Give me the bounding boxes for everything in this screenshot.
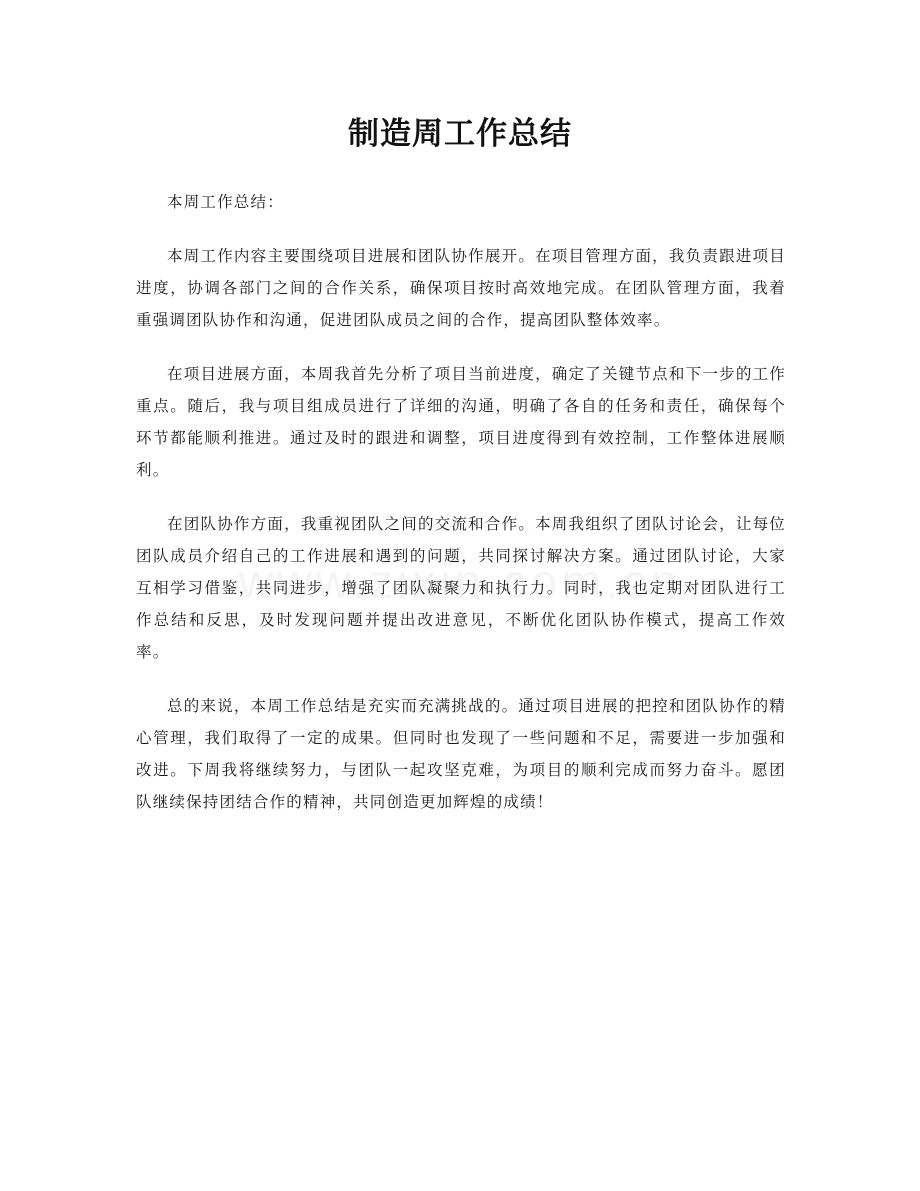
paragraph-overview: 本周工作内容主要围绕项目进展和团队协作展开。在项目管理方面，我负责跟进项目进度，协调各部门之间的合作关系，确保项目按时高效地完成。在团队管理方面，我着重强调团队协作和沟通，促进团队成员之间的合作，提高团队整体效率。 [136, 247, 786, 329]
document-body [136, 186, 786, 840]
paragraph-project-progress: 在项目进展方面，本周我首先分析了项目当前进度，确定了关键节点和下一步的工作重点。随后，我与项目组成员进行了详细的沟通，明确了各自的任务和责任，确保每个环节都能顺利推进。通过及时的跟进和调整，项目进度得到有效控制，工作整体进展顺利。 [136, 365, 786, 479]
paragraph-team-collaboration: 在团队协作方面，我重视团队之间的交流和合作。本周我组织了团队讨论会，让每位团队成员介绍自己的工作进展和遇到的问题，共同探讨解决方案。通过团队讨论，大家互相学习借鉴，共同进步，增强了团队凝聚力和执行力。同时，我也定期对团队进行工作总结和反思，及时发现问题并提出改进意见，不断优化团队协作模式，提高工作效率。 [136, 515, 786, 661]
paragraph-conclusion: 总的来说，本周工作总结是充实而充满挑战的。通过项目进展的把控和团队协作的精心管理，我们取得了一定的成果。但同时也发现了一些问题和不足，需要进一步加强和改进。下周我将继续努力，与团队一起攻坚克难，为项目的顺利完成而努力奋斗。愿团队继续保持团结合作的精神，共同创造更加辉煌的成绩！ [136, 697, 786, 811]
paragraph-heading: 本周工作总结： [167, 193, 284, 211]
page-title: 制造周工作总结 [348, 116, 572, 152]
